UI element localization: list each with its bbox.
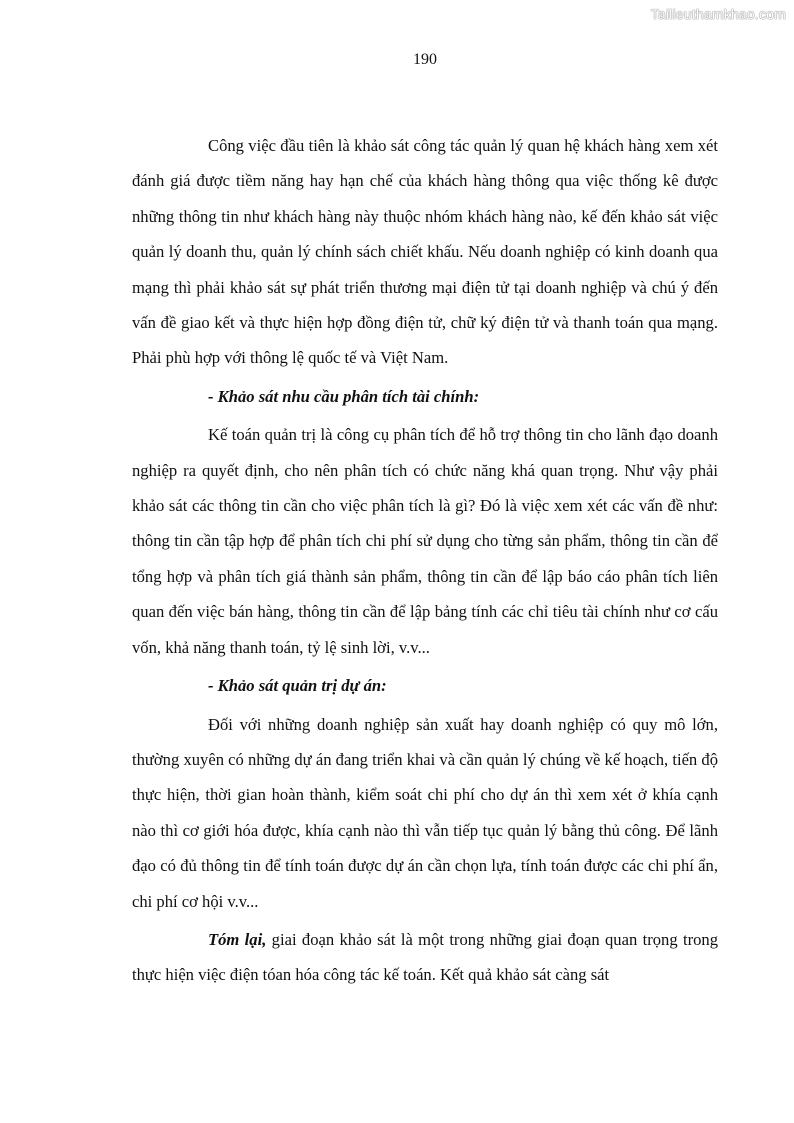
conclusion-lead: Tóm lại, (208, 929, 267, 949)
paragraph-customer-survey: Công việc đầu tiên là khảo sát công tác quản lý quan hệ khách hàng xem xét đánh giá được tiềm năng hay hạn chế của khách hàng thông qua việc thống kê được những thông tin như khách hàng này thuộc nhóm khách hàng nào, kế đến khảo sát việc quản lý doanh thu, quản lý chính sách chiết khấu. Nếu doanh nghiệp có kinh doanh qua mạng thì phải khảo sát sự phát triển thương mại điện tử tại doanh nghiệp và chú ý đến vấn đề giao kết và thực hiện hợp đồng điện tử, chữ ký điện tử và thanh toán qua mạng. Phải phù hợp với thông lệ quốc tế và Việt Nam. (132, 136, 718, 368)
heading-financial-analysis: - Khảo sát nhu cầu phân tích tài chính: (208, 386, 480, 406)
heading-project-management: - Khảo sát quản trị dự án: (208, 676, 387, 696)
paragraph-project-management: Đối với những doanh nghiệp sản xuất hay doanh nghiệp có quy mô lớn, thường xuyên có những dự án đang triển khai và cần quản lý chúng về kế hoạch, tiến độ thực hiện, thời gian hoàn thành, kiểm soát chi phí cho dự án thì xem xét ở khía cạnh nào thì cơ giới hóa được, khía cạnh nào thì vẫn tiếp tục quản lý bằng thủ công. Để lãnh đạo có đủ thông tin để tính toán được dự án cần chọn lựa, tính toán được các chi phí ẩn, chi phí cơ hội v.v... (132, 714, 718, 911)
page-number: 190 (413, 51, 437, 68)
conclusion-text: giai đoạn khảo sát là một trong những giai đoạn quan trọng trong thực hiện việc điện tóan hóa công tác kế toán. Kết quả khảo sát càng sát (132, 929, 718, 985)
paragraph-conclusion (132, 922, 718, 993)
paragraph-financial-analysis: Kế toán quản trị là công cụ phân tích để hỗ trợ thông tin cho lãnh đạo doanh nghiệp ra quyết định, cho nên phân tích có chức năng khá quan trọng. Như vậy phải khảo sát các thông tin cần cho việc phân tích là gì? Đó là việc xem xét các vấn đề như: thông tin cần tập hợp để phân tích chi phí sử dụng cho từng sản phẩm, thông tin cần để tổng hợp và phân tích giá thành sản phẩm, thông tin cần để lập báo cáo phân tích liên quan đến việc bán hàng, thông tin cần để lập bảng tính các chỉ tiêu tài chính như cơ cấu vốn, khả năng thanh toán, tỷ lệ sinh lời, v.v... (132, 425, 718, 657)
document-body (132, 128, 718, 993)
watermark-text: Tailieuthamkhao.com (650, 6, 786, 22)
